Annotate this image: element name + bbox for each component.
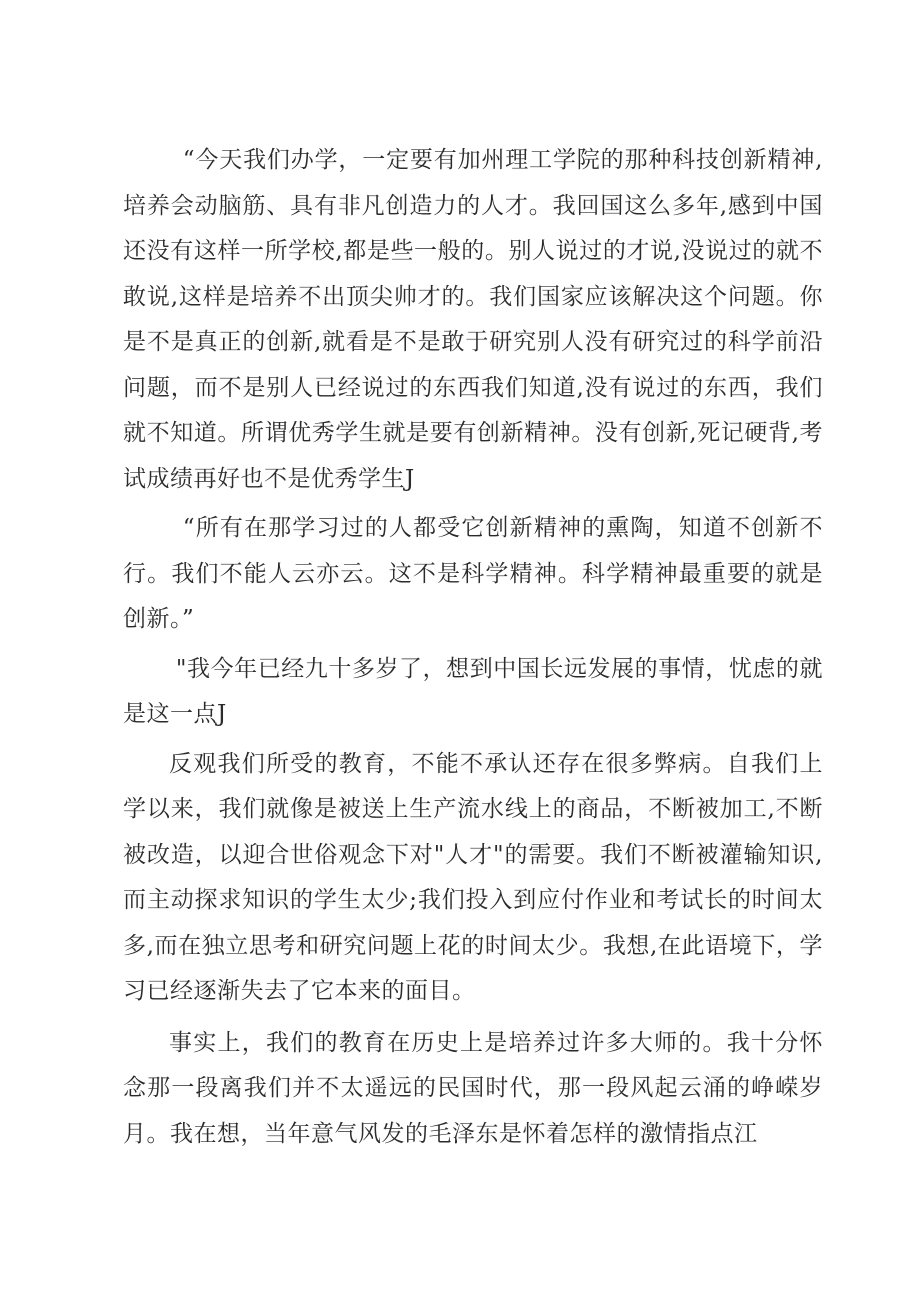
paragraph-quote-innovation-spirit: “今天我们办学，一定要有加州理工学院的那种科技创新精神,培养会动脑筋、具有非凡创造力的人才。我回国这么多年,感到中国还没有这样一所学校,都是些一般的。别人说过的才说,没说过的就不敢说,这样是培养不出顶尖帅才的。我们国家应该解决这个问题。你是不是真正的创新,就看是不是敢于研究别人没有研究过的科学前沿问题，而不是别人已经说过的东西我们知道,没有说过的东西，我们就不知道。所谓优秀学生就是要有创新精神。没有创新,死记硬背,考试成绩再好也不是优秀学生J bbox=[123, 147, 823, 492]
paragraph-history-masters: 事实上，我们的教育在历史上是培养过许多大师的。我十分怀念那一段离我们并不太遥远的民国时代，那一段风起云涌的峥嵘岁月。我在想，当年意气风发的毛泽东是怀着怎样的激情指点江 bbox=[123, 1029, 823, 1147]
paragraph-quote-influence: “所有在那学习过的人都受它创新精神的熏陶，知道不创新不行。我们不能人云亦云。这不是科学精神。科学精神最重要的就是创新。” bbox=[123, 515, 823, 632]
paragraph-education-reflection: 反观我们所受的教育，不能不承认还存在很多弊病。自我们上学以来，我们就像是被送上生产流水线上的商品，不断被加工,不断被改造，以迎合世俗观念下对"人才"的需要。我们不断被灌输知识,而主动探求知识的学生太少;我们投入到应付作业和考试长的时间太多,而在独立思考和研究问题上花的时间太少。我想,在此语境下，学习已经逐渐失去了它本来的面目。 bbox=[123, 750, 823, 1004]
document-body bbox=[123, 138, 823, 1157]
paragraph-quote-age-concern: "我今年已经九十多岁了，想到中国长远发展的事情，忧虑的就是这一点J bbox=[123, 655, 823, 727]
